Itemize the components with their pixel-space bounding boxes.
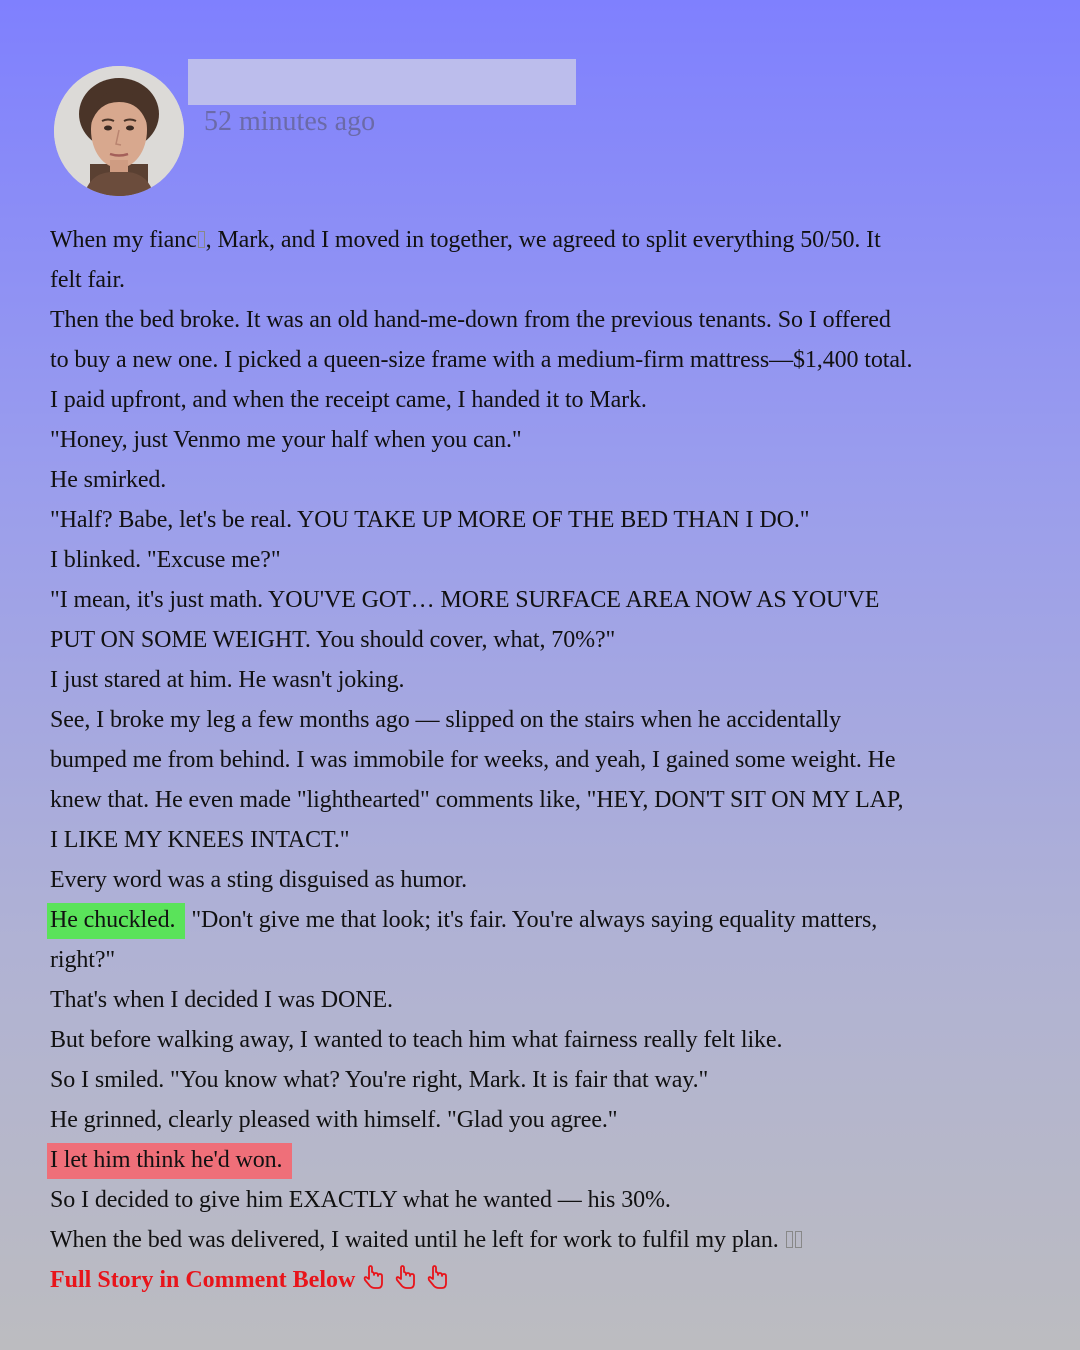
missing-glyph-icon bbox=[795, 1231, 802, 1248]
post-line-segment: "Don't give me that look; it's fair. You're always saying equality matters, bbox=[185, 907, 878, 933]
pointing-down-icon bbox=[361, 1264, 387, 1290]
post-line: "Honey, just Venmo me your half when you can." bbox=[50, 427, 522, 453]
post-line: He grinned, clearly pleased with himself. "Glad you agree." bbox=[50, 1107, 618, 1133]
post-line: I paid upfront, and when the receipt came, I handed it to Mark. bbox=[50, 387, 647, 413]
post-line: I blinked. "Excuse me?" bbox=[50, 547, 281, 573]
post-line: right?" bbox=[50, 947, 116, 973]
post-line: felt fair. bbox=[50, 267, 125, 293]
post-header bbox=[54, 66, 1014, 198]
post-line: PUT ON SOME WEIGHT. You should cover, what, 70%?" bbox=[50, 627, 616, 653]
post-timestamp[interactable]: 52 minutes ago bbox=[204, 106, 376, 137]
post-line bbox=[50, 1220, 1035, 1260]
post-line: bumped me from behind. I was immobile for weeks, and yeah, I gained some weight. He bbox=[50, 747, 896, 773]
post-line bbox=[50, 1140, 1035, 1180]
post-line: "I mean, it's just math. YOU'VE GOT… MORE SURFACE AREA NOW AS YOU'VE bbox=[50, 587, 880, 613]
post-line-segment: When the bed was delivered, I waited until he left for work to fulfil my plan. bbox=[50, 1227, 779, 1253]
post-line: knew that. He even made "lighthearted" comments like, "HEY, DON'T SIT ON MY LAP, bbox=[50, 787, 904, 813]
post-line: So I decided to give him EXACTLY what he wanted — his 30%. bbox=[50, 1187, 671, 1213]
post-line: "Half? Babe, let's be real. YOU TAKE UP MORE OF THE BED THAN I DO." bbox=[50, 507, 810, 533]
post-line bbox=[50, 900, 1035, 940]
post-body bbox=[50, 220, 1035, 1300]
post-line: But before walking away, I wanted to teach him what fairness really felt like. bbox=[50, 1027, 783, 1053]
pointing-down-icon bbox=[425, 1264, 451, 1290]
post-line-segment: When my fianc bbox=[50, 227, 197, 253]
post-line: to buy a new one. I picked a queen-size frame with a medium-firm mattress—$1,400 total. bbox=[50, 347, 913, 373]
post-line: That's when I decided I was DONE. bbox=[50, 987, 393, 1013]
missing-glyph-icon bbox=[786, 1231, 793, 1248]
post-line: So I smiled. "You know what? You're right, Mark. It is fair that way." bbox=[50, 1067, 709, 1093]
author-name[interactable] bbox=[188, 59, 576, 105]
post-line: See, I broke my leg a few months ago — slipped on the stairs when he accidentally bbox=[50, 707, 842, 733]
full-story-link[interactable] bbox=[50, 1260, 1035, 1300]
missing-glyph-icon bbox=[198, 231, 205, 248]
post-line: I LIKE MY KNEES INTACT." bbox=[50, 827, 350, 853]
post-line: Every word was a sting disguised as humor. bbox=[50, 867, 468, 893]
post-line: He smirked. bbox=[50, 467, 167, 493]
full-story-label: Full Story in Comment Below bbox=[50, 1267, 356, 1293]
highlight-green: He chuckled. bbox=[47, 903, 185, 939]
post-line-segment: , Mark, and I moved in together, we agreed to split everything 50/50. It bbox=[205, 227, 881, 253]
avatar[interactable] bbox=[54, 66, 184, 196]
post-line bbox=[50, 220, 1035, 260]
post-line: I just stared at him. He wasn't joking. bbox=[50, 667, 405, 693]
avatar-photo bbox=[54, 66, 184, 196]
highlight-red: I let him think he'd won. bbox=[47, 1143, 292, 1179]
post-line: Then the bed broke. It was an old hand-me-down from the previous tenants. So I offered bbox=[50, 307, 891, 333]
pointing-down-icon bbox=[393, 1264, 419, 1290]
